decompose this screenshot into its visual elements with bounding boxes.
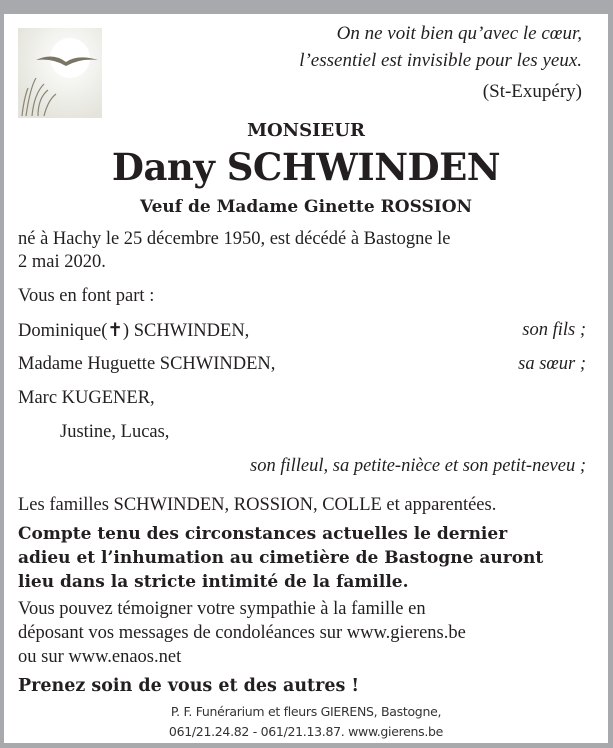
subtitle: Veuf de Madame Ginette ROSSION — [139, 197, 473, 217]
condolences-line: déposant vos messages de condoléances sur www.gierens.be — [18, 623, 466, 643]
quote-author: (St-Exupéry) — [482, 81, 582, 102]
closing: Prenez soin de vous et des autres ! — [18, 676, 360, 696]
obituary-card — [4, 14, 608, 743]
relative-relation: son fils ; — [522, 320, 586, 340]
families: Les familles SCHWINDEN, ROSSION, COLLE et apparentées. — [18, 495, 497, 515]
notice-line: adieu et l’inhumation au cimetière de Bastogne auront — [18, 548, 544, 568]
relative-name: Madame Huguette SCHWINDEN, — [18, 354, 276, 374]
condolences-line: ou sur www.enaos.net — [18, 647, 182, 667]
relative-name: Marc KUGENER, — [18, 388, 155, 408]
quote-line-1: On ne voit bien qu’avec le cœur, — [336, 23, 582, 44]
condolences-line: Vous pouvez témoigner votre sympathie à la famille en — [18, 599, 426, 619]
birth-line-2: 2 mai 2020. — [18, 252, 106, 272]
notice-line: Compte tenu des circonstances actuelles le dernier — [18, 524, 508, 544]
bird-illustration-icon — [18, 28, 102, 118]
notice-line: lieu dans la stricte intimité de la famille. — [18, 572, 409, 592]
relation-group: son filleul, sa petite-nièce et son petit-neveu ; — [250, 456, 586, 476]
relative-relation: sa sœur ; — [518, 354, 586, 374]
footer-line-2: 061/21.24.82 - 061/21.13.87. www.gierens.be — [168, 724, 444, 739]
intro: Vous en font part : — [18, 286, 155, 306]
footer-line-1: P. F. Funérarium et fleurs GIERENS, Bastogne, — [170, 704, 442, 719]
relative-name: Justine, Lucas, — [60, 422, 170, 442]
deceased-name: Dany SCHWINDEN — [111, 145, 501, 189]
title: MONSIEUR — [247, 120, 365, 141]
relative-name: Dominique(✝) SCHWINDEN, — [18, 321, 250, 341]
quote-line-2: l’essentiel est invisible pour les yeux. — [299, 50, 582, 71]
birth-line-1: né à Hachy le 25 décembre 1950, est décédé à Bastogne le — [18, 229, 451, 249]
